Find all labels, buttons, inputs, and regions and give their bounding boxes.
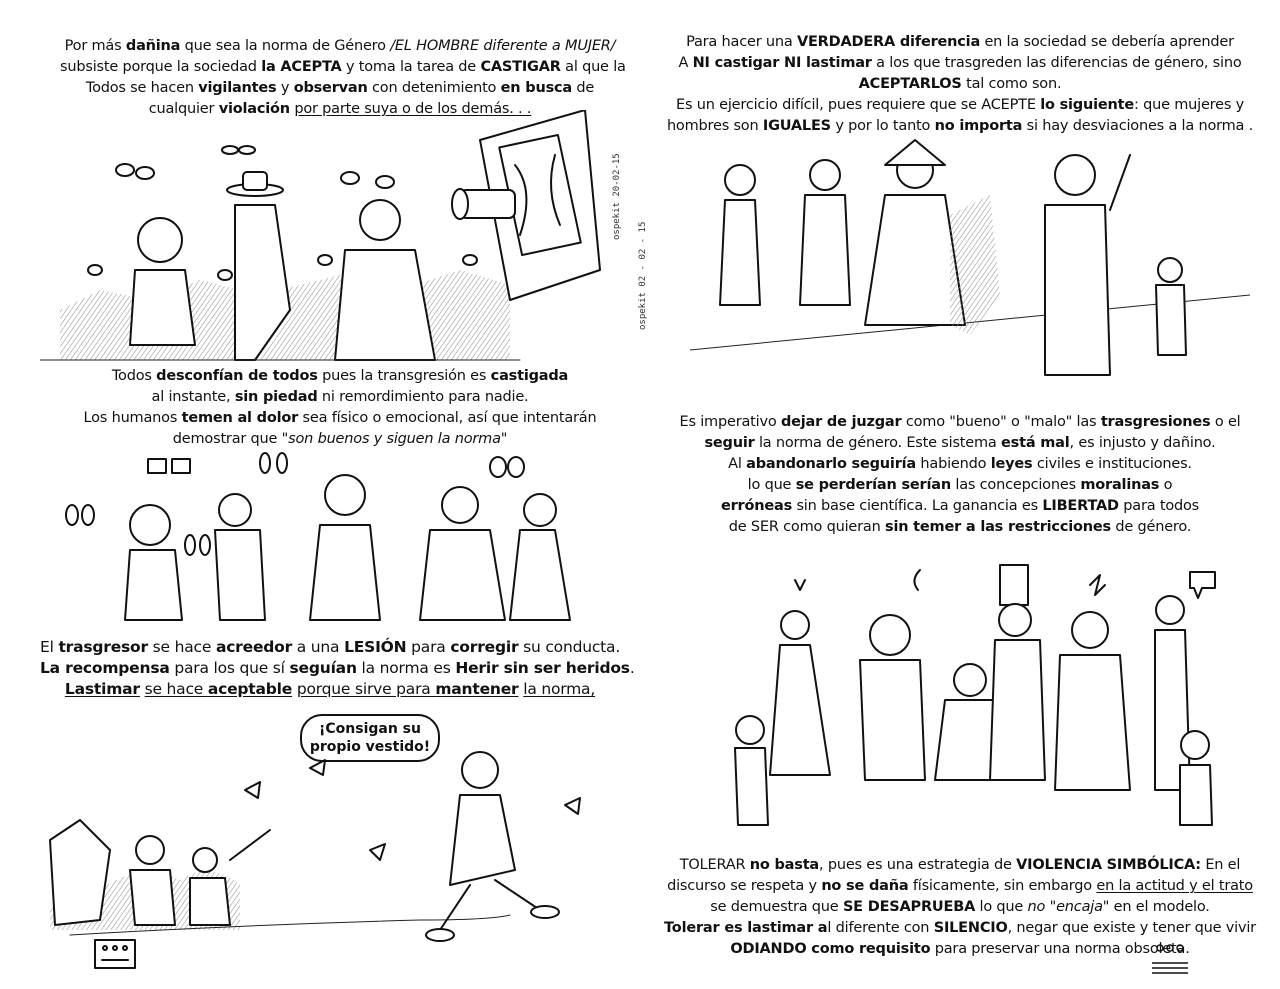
text-line [60,408,620,429]
text-segment: no basta [749,857,820,873]
left-text-block-2 [60,366,620,450]
text-line [655,918,1265,939]
text-segment: Es un ejercicio difícil, pues requiere que se ACEPTE [676,97,1041,113]
text-segment: erróneas [720,498,793,514]
text-segment: l diferente con [827,920,934,936]
text-segment: dañina [125,38,181,54]
text-segment: para los que sí [169,659,290,677]
text-segment: tal como son. [961,76,1062,92]
text-segment: la norma de género. Este sistema [754,435,1002,451]
text-segment: seguían [289,659,357,677]
text-segment: El [40,638,59,656]
artist-signature: ospekit 20-02-15 [612,153,622,240]
text-segment: moralinas [1080,477,1160,493]
text-segment: hombres son [666,118,763,134]
text-line [660,454,1260,475]
artist-signature-date: ospekit 02 - 02 - 15 [638,221,648,330]
text-segment: se perderían serían [795,477,951,493]
text-segment: : que mujeres y [1134,97,1244,113]
end-lines-ornament-icon [1152,960,1188,976]
text-segment: cualquier [148,101,219,117]
text-segment: en el modelo. [1109,899,1210,915]
text-segment: demostrar que [172,431,282,447]
text-segment: pues la transgresión es [317,368,491,384]
text-line [60,387,620,408]
text-segment: si hay desviaciones a la norma . [1022,118,1254,134]
text-segment: discurso se respeta y [667,878,822,894]
left-text-block-3 [40,637,635,700]
text-segment: a los que trasgreden las diferencias de género, sino [871,55,1242,71]
text-segment: aceptable [207,680,293,698]
text-segment: de género. [1110,519,1192,535]
text-segment: habiendo [916,456,991,472]
text-segment: civiles e instituciones. [1032,456,1192,472]
text-segment: SILENCIO [933,920,1008,936]
text-segment: a una [292,638,345,656]
text-segment: observan [293,80,368,96]
text-segment: NI castigar NI lastimar [692,55,872,71]
text-segment: y [276,80,294,96]
text-segment: al que la [560,59,626,75]
right-page [640,0,1280,989]
text-segment: acreedor [215,638,293,656]
text-segment: porque sirve para [296,680,436,698]
text-line [660,116,1260,137]
panel-watchers-illustration [40,110,620,370]
text-segment: está mal [1001,435,1070,451]
text-segment: trasgresor [58,638,148,656]
panel-fearful-crowd-illustration [50,445,610,625]
panel-diverse-people-illustration [690,135,1250,405]
text-line [660,53,1260,74]
text-segment: no "encaja" [1027,899,1110,915]
left-text-block-1 [60,36,626,120]
text-segment: leyes [990,456,1033,472]
text-segment: sin temer a las restricciones [885,519,1111,535]
text-segment: En el [1200,857,1241,873]
text-segment: no se daña [821,878,909,894]
text-line [40,679,620,700]
text-segment: Al [728,456,747,472]
text-segment: y toma la tarea de [341,59,481,75]
text-segment: ni remordimiento para nadie. [317,389,529,405]
text-segment: de [571,80,595,96]
text-segment: su conducta. [518,638,621,656]
text-segment: no importa [934,118,1023,134]
text-segment: sea físico o emocional, así que intentarán [298,410,597,426]
text-segment: al instante, [151,389,235,405]
ellipsis-ornament-icon [1155,942,1185,954]
text-line [655,855,1265,876]
text-segment: Es imperativo [679,414,781,430]
text-segment: se hace [144,680,208,698]
text-line [655,876,1265,897]
text-segment: de SER como quieran [728,519,886,535]
text-segment: en busca [500,80,572,96]
text-segment: violación [218,101,290,117]
text-segment: VIOLENCIA SIMBÓLICA: [1016,857,1201,873]
text-segment: se demuestra que [710,899,843,915]
text-segment: temen al dolor [181,410,299,426]
text-segment: corregir [450,638,519,656]
panel-disapproving-crowd-illustration [680,560,1260,845]
text-line [60,57,626,78]
text-segment: vigilantes [198,80,277,96]
text-line [60,366,620,387]
text-segment: sin piedad [234,389,318,405]
text-segment: en la actitud y el trato [1096,878,1253,894]
text-segment: LESIÓN [344,638,407,656]
text-segment: dejar de juzgar [780,414,902,430]
text-segment: Por más [64,38,126,54]
text-line [660,517,1260,538]
text-line [660,95,1260,116]
text-segment: Lastimar [64,680,140,698]
text-segment: lo siguiente [1040,97,1134,113]
text-line [40,658,635,679]
text-line [40,637,620,658]
text-line [660,74,1260,95]
text-segment: con detenimiento [367,80,501,96]
speech-bubble [300,714,440,762]
text-segment: como "bueno" o "malo" las [901,414,1101,430]
speech-bubble-line-1: ¡Consigan su [319,721,421,737]
text-segment: para [406,638,451,656]
text-segment: ACEPTARLOS [858,76,962,92]
text-segment: TOLERAR [679,857,750,873]
text-segment: para todos [1118,498,1200,514]
text-segment: Tolerar es lastimar a [664,920,828,936]
text-line [60,36,620,57]
thumbs-down-icon [1190,572,1215,598]
right-text-block-2 [660,412,1260,538]
text-segment: para preservar una norma obsoleta. [930,941,1190,957]
text-segment: Todos se hacen [85,80,199,96]
text-segment: IGUALES [762,118,831,134]
text-segment: trasgresiones [1100,414,1211,430]
text-segment: abandonarlo seguiría [746,456,917,472]
text-segment: y por lo tanto [830,118,935,134]
text-segment: Para hacer una [686,34,797,50]
text-segment: subsiste porque la sociedad [60,59,262,75]
text-segment: físicamente, sin embargo [908,878,1097,894]
text-line [660,412,1260,433]
text-segment: la norma, [523,680,596,698]
text-segment: las concepciones [950,477,1081,493]
text-segment: Los humanos [83,410,182,426]
text-segment: o [1159,477,1173,493]
text-segment: sin base científica. La ganancia es [792,498,1043,514]
text-segment: desconfían de todos [156,368,318,384]
text-segment: mantener [435,680,519,698]
text-segment: lo que [975,899,1028,915]
text-segment: castigada [490,368,569,384]
speech-bubble-line-2: propio vestido! [309,739,431,755]
text-line [660,475,1260,496]
text-line [660,433,1260,454]
text-segment: /EL HOMBRE diferente a MUJER/ [390,38,616,54]
text-segment: SE DESAPRUEBA [842,899,976,915]
text-segment: , negar que existe y tener que vivir [1007,920,1256,936]
text-segment: la ACEPTA [261,59,342,75]
text-segment: en la sociedad se debería aprender [980,34,1234,50]
text-segment: por parte suya o de los demás. . . [294,101,532,117]
text-segment: que sea la norma de Género [180,38,391,54]
text-line [660,496,1260,517]
text-line [660,32,1260,53]
text-segment: seguir [704,435,755,451]
text-segment: , es injusto y dañino. [1069,435,1216,451]
text-segment: A [678,55,693,71]
anger-mark-icon [795,570,1105,595]
text-segment: "son buenos y siguen la norma" [281,431,508,447]
text-line [60,78,620,99]
text-segment: LIBERTAD [1042,498,1119,514]
text-segment: la norma es [356,659,456,677]
text-segment: CASTIGAR [480,59,561,75]
text-segment: Herir sin ser heridos [455,659,630,677]
text-segment: lo que [747,477,796,493]
text-segment: Todos [111,368,157,384]
text-segment: . [629,659,635,677]
text-segment: , pues es una estrategia de [819,857,1017,873]
text-segment: ODIANDO como requisito [730,941,931,957]
text-segment: La recompensa [40,659,170,677]
text-line [655,897,1265,918]
text-segment: VERDADERA diferencia [796,34,981,50]
right-text-block-1 [660,32,1260,137]
text-segment: o el [1210,414,1241,430]
text-segment: se hace [147,638,216,656]
